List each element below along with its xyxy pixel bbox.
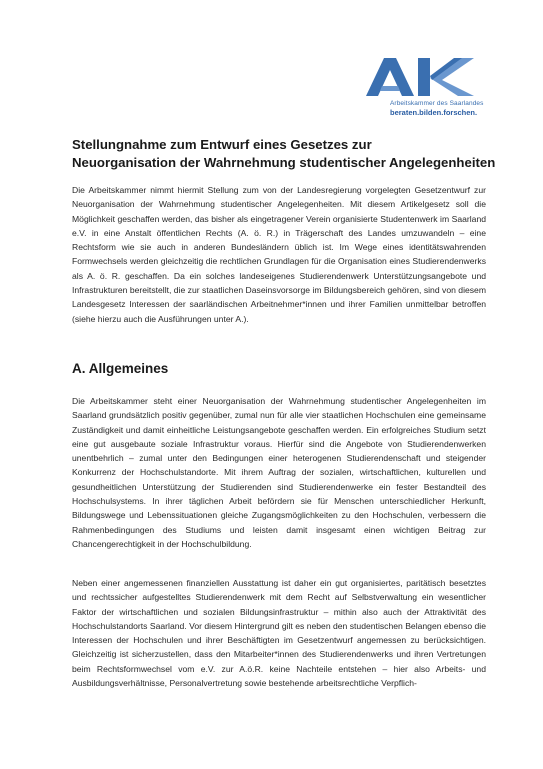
section-a-paragraph-2: Neben einer angemessenen finanziellen Ausstattung ist daher ein gut organisiertes, paritätisch besetztes und rechtssicher aufgestelltes Studierendenwerk mit dem Recht auf Selbstverwaltung ein wesentlicher Faktor der wirtschaftlichen und sozialen Bildungsinfrastruktur – mithin also auch der Attraktivität des Hochschulstandorts Saarland. Vor diesem Hintergrund gilt es neben den studentischen Belangen ebenso die Interessen der Hochschulen und ihrer Beschäftigten im Gesetzentwurf angemessen zu berücksichtigen. Gleichzeitig ist sicherzustellen, dass den Mitarbeiter*innen des Studierendenwerks und ihren Vertretungen beim Rechtsformwechsel vom e.V. zur A.ö.R. keine Nachteile entstehen – hier also Arbeits- und Ausbildungsverhältnisse, Personalvertretung sowie bestehende arbeitsrechtliche Verpflich-	[72, 578, 486, 689]
logo-slogan: beraten.bilden.forschen.	[390, 108, 478, 117]
arbeitskammer-logo	[360, 56, 490, 118]
title-line-2: Neuorganisation der Wahrnehmung studentischer Angelegenheiten	[72, 155, 496, 170]
logo-organisation-name: Arbeitskammer des Saarlandes	[390, 100, 484, 107]
section-a-paragraph-1: Die Arbeitskammer steht einer Neuorganisation der Wahrnehmung studentischer Angelegenheiten im Saarland grundsätzlich positiv gegenüber, zumal nun für alle vier staatlichen Hochschulen eine gemeinsame Zuständigkeit und damit einheitliche Leistungsangebote geschaffen werden. Ein erfolgreiches Studium setzt eine gut ausgebaute soziale Infrastruktur voraus. Hierfür sind die Angebote von Studierendenwerken unentbehrlich – zumal unter den Bedingungen einer heterogenen Studierendenschaft und steigender Konkurrenz der Hochschulstandorte. Mit ihrem Auftrag der sozialen, wirtschaftlichen, kulturellen und gesundheitlichen Unterstützung der Studierenden sind Studierendenwerke ein fester Bestandteil des Hochschulsystems. In ihrer täglichen Arbeit befördern sie für Menschen unterschiedlicher Herkunft, Bildungswege und Lebenssituationen gleiche Zugangsmöglichkeiten zu den Hochschulen, verbessern die Rahmenbedingungen des Studiums und leisten damit insgesamt einen wichtigen Beitrag zur Chancengerechtigkeit in der Hochschulbildung.	[72, 396, 486, 549]
ak-logo-icon	[362, 56, 490, 98]
section-a-heading: A. Allgemeines	[72, 361, 169, 376]
document-title	[72, 136, 496, 172]
intro-paragraph: Die Arbeitskammer nimmt hiermit Stellung zum von der Landesregierung vorgelegten Gesetzentwurf zur Neuorganisation der Wahrnehmung studentischer Angelegenheiten. Mit diesem Artikelgesetz soll die Möglichkeit geschaffen werden, das bisher als eingetragener Verein organisierte Studentenwerk im Saarland e.V. in eine Anstalt öffentlichen Rechts (A. ö. R.) in Trägerschaft des Landes umzuwandeln – eine Rechtsform wie sie auch in anderen Bundesländern üblich ist. Im Wege eines identitätswahrenden Formwechsels werden gleichzeitig die rechtlichen Grundlagen für die Organisation eines Studierendenwerks als A. ö. R. geschaffen. Da ein solches landeseigenes Studierendenwerk Unterstützungsangebote und Infrastrukturen bereitstellt, die zur staatlichen Daseinsvorsorge im Bildungsbereich gehören, sind von diesem Landesgesetz Interessen der saarländischen Arbeitnehmer*innen und ihrer Familien unmittelbar betroffen (siehe hierzu auch die Ausführungen unter A.).	[72, 185, 486, 324]
title-line-1: Stellungnahme zum Entwurf eines Gesetzes zur	[72, 137, 372, 152]
